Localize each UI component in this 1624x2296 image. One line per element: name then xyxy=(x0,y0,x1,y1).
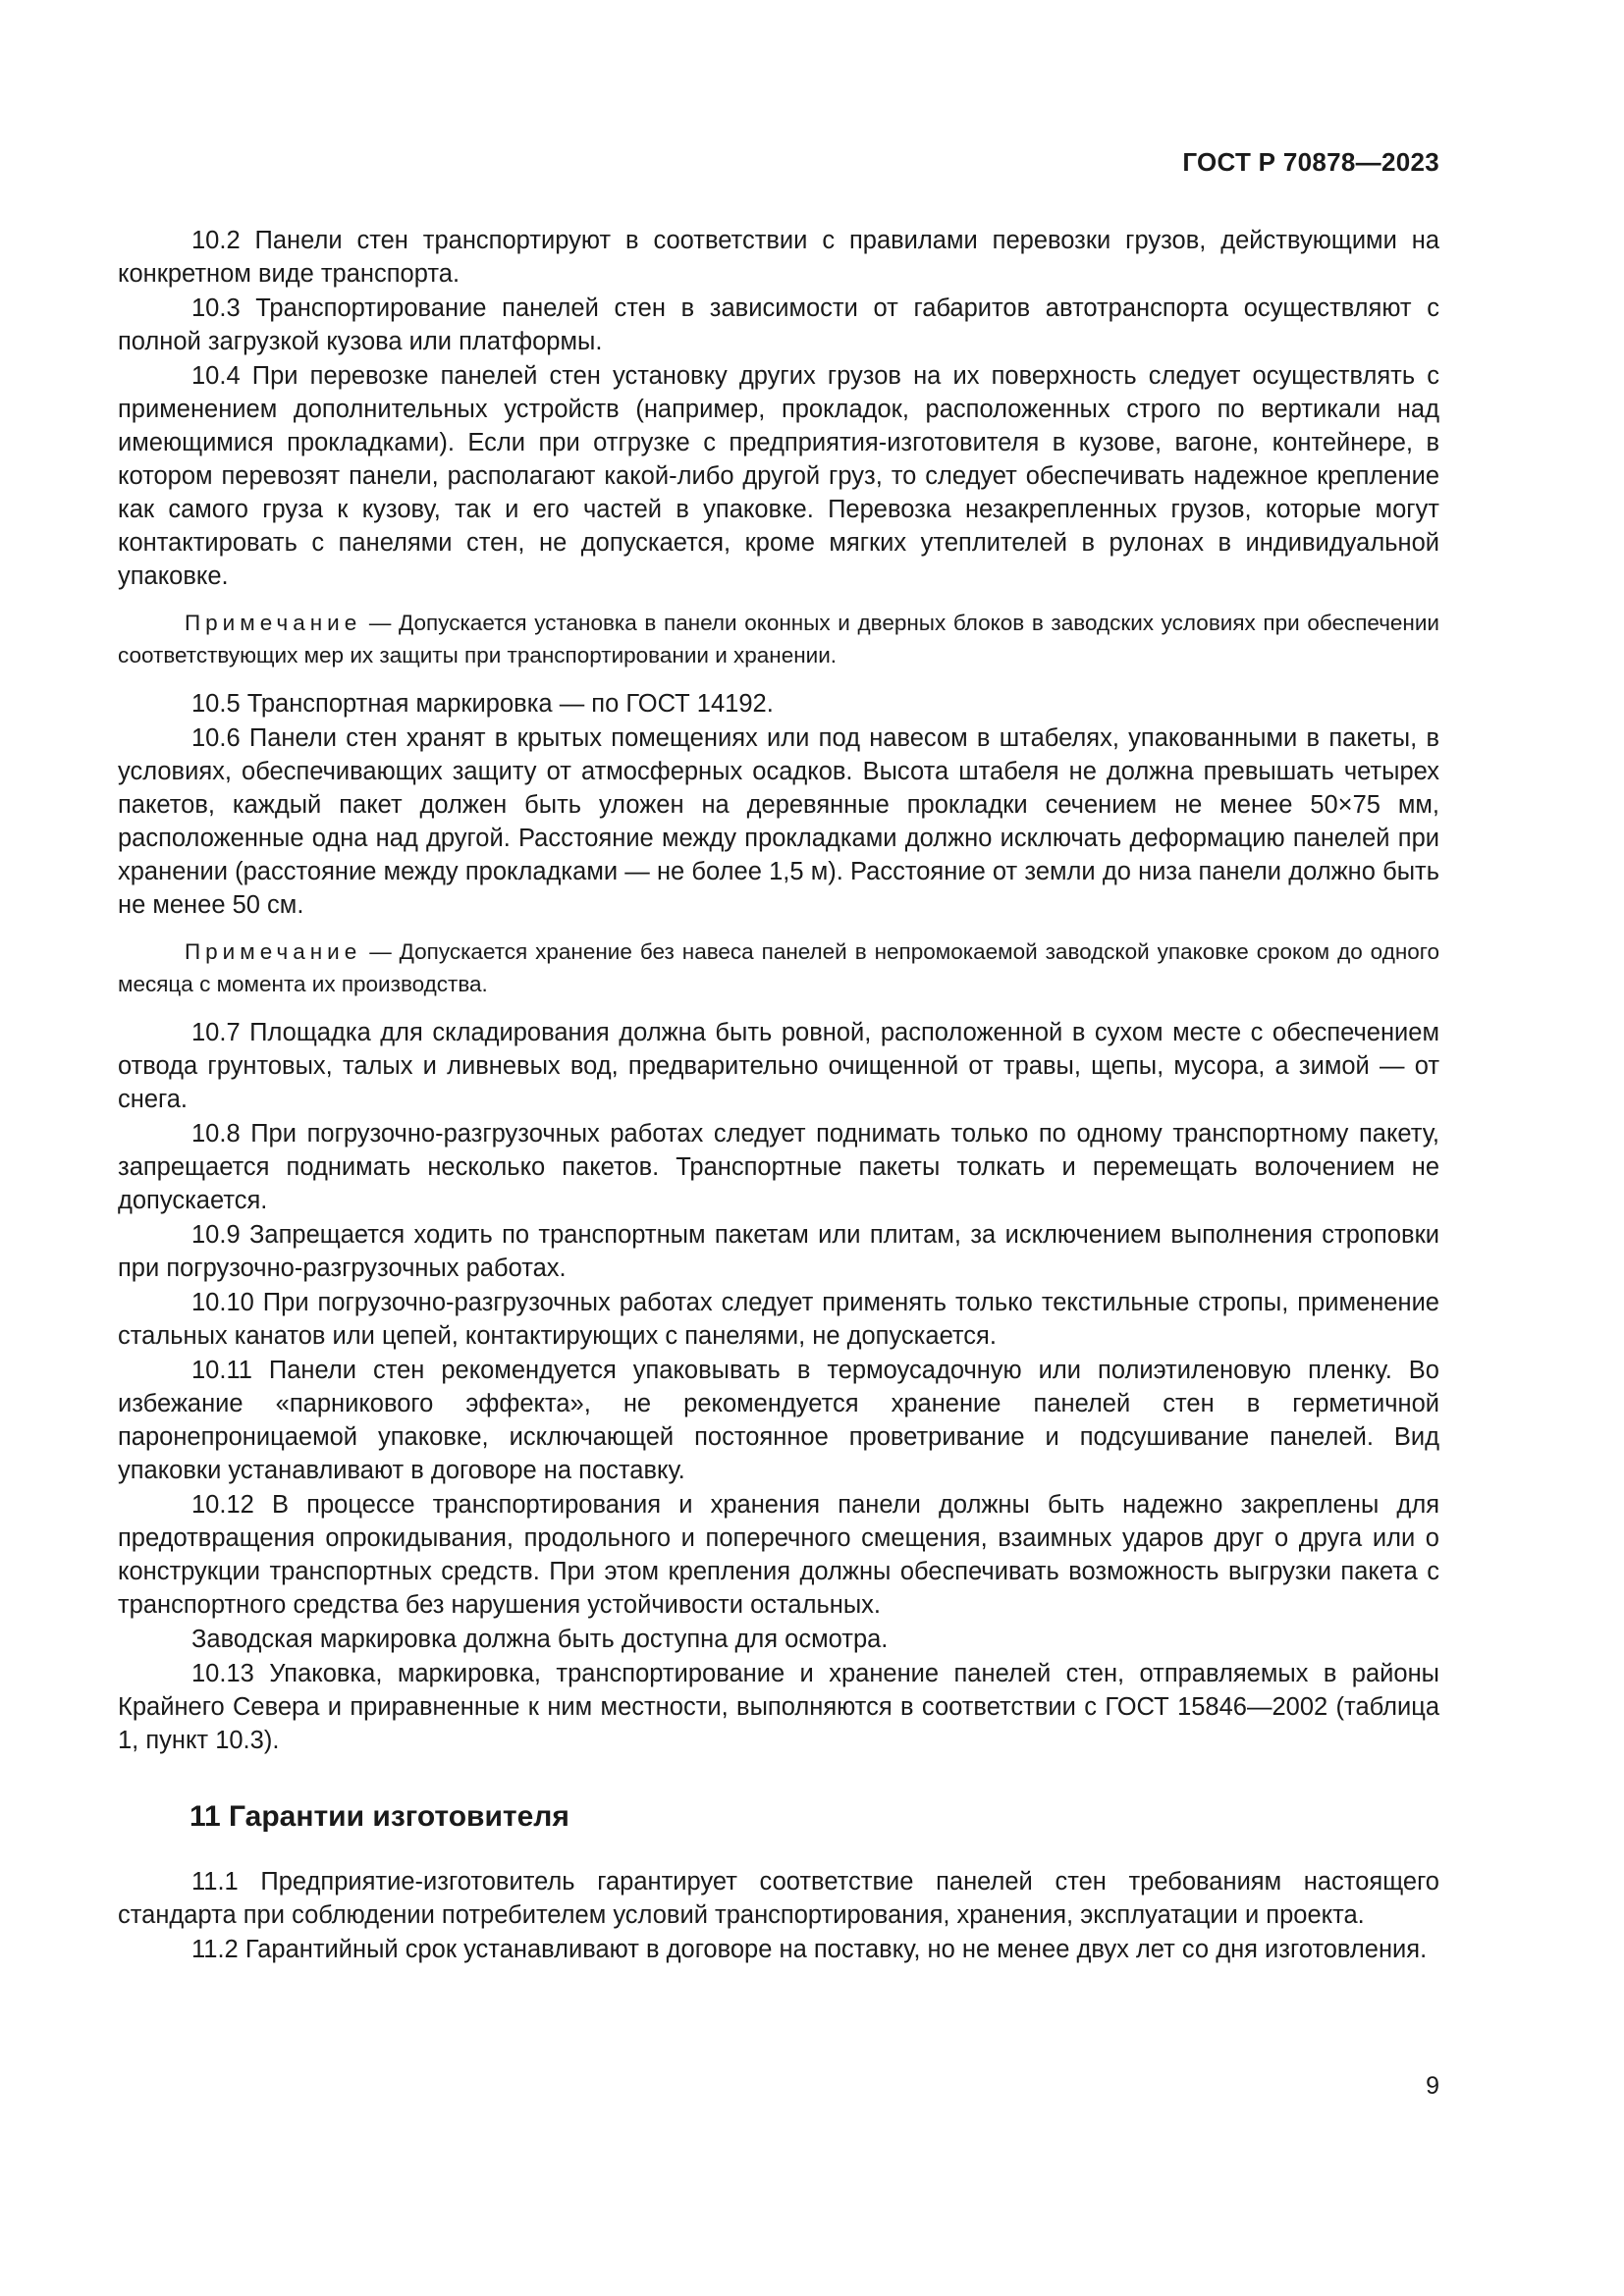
page-content xyxy=(118,224,1439,1967)
note-1-text: — Допускается установка в панели оконных и дверных блоков в заводских условиях при обеспечении соответствующих мер их защиты при транспортировании и хранении. xyxy=(118,611,1439,667)
note-2 xyxy=(118,935,1439,1000)
paragraph-11-1: 11.1 Предприятие-изготовитель гарантирует соответствие панелей стен требованиям настоящего стандарта при соблюдении потребителем условий транспортирования, хранения, эксплуатации и проекта. xyxy=(118,1868,1439,1929)
note-1-label: Примечание xyxy=(185,611,362,635)
paragraph-10-3: 10.3 Транспортирование панелей стен в зависимости от габаритов автотранспорта осуществляют с полной загрузкой кузова или платформы. xyxy=(118,294,1439,355)
paragraph-10-9: 10.9 Запрещается ходить по транспортным пакетам или плитам, за исключением выполнения строповки при погрузочно-разгрузочных работах. xyxy=(118,1221,1439,1282)
paragraph-10-11: 10.11 Панели стен рекомендуется упаковывать в термоусадочную или полиэтиленовую пленку. Во избежание «парникового эффекта», не рекомендуется хранение панелей стен в герметичной паронепроницаемой упаковке, исключающей постоянное проветривание и подсушивание панелей. Вид упаковки устанавливают в договоре на поставку. xyxy=(118,1357,1439,1484)
paragraph-11-2: 11.2 Гарантийный срок устанавливают в договоре на поставку, но не менее двух лет со дня изготовления. xyxy=(191,1936,1428,1963)
paragraph-10-8: 10.8 При погрузочно-разгрузочных работах следует поднимать только по одному транспортному пакету, запрещается поднимать несколько пакетов. Транспортные пакеты толкать и перемещать волочением не допускается. xyxy=(118,1120,1439,1214)
note-2-text: — Допускается хранение без навеса панелей в непромокаемой заводской упаковке сроком до одного месяца с момента их производства. xyxy=(118,939,1439,996)
paragraph-10-4: 10.4 При перевозке панелей стен установку других грузов на их поверхность следует осуществлять с применением дополнительных устройств (например, прокладок, расположенных строго по вертикали над имеющимися прокладками). Если при отгрузке с предприятия-изготовителя в кузове, вагоне, контейнере, в котором перевозят панели, располагают какой-либо другой груз, то следует обеспечивать надежное крепление как самого груза к кузову, так и его частей в упаковке. Перевозка незакрепленных грузов, которые могут контактировать с панелями стен, не допускается, кроме мягких утеплителей в рулонах в индивидуальной упаковке. xyxy=(118,362,1439,590)
section-11-title: 11 Гарантии изготовителя xyxy=(189,1800,569,1833)
document-header: ГОСТ Р 70878—2023 xyxy=(1182,147,1439,177)
note-2-label: Примечание xyxy=(185,939,362,964)
paragraph-marking-note: Заводская маркировка должна быть доступна для осмотра. xyxy=(191,1626,889,1653)
paragraph-10-7: 10.7 Площадка для складирования должна быть ровной, расположенной в сухом месте с обеспечением отвода грунтовых, талых и ливневых вод, предварительно очищенной от травы, щепы, мусора, а зимой — от снега. xyxy=(118,1019,1439,1113)
paragraph-10-13: 10.13 Упаковка, маркировка, транспортирование и хранение панелей стен, отправляемых в районы Крайнего Севера и приравненные к ним местности, выполняются в соответствии с ГОСТ 15846—2002 (таблица 1, пункт 10.3). xyxy=(118,1660,1439,1754)
paragraph-10-6: 10.6 Панели стен хранят в крытых помещениях или под навесом в штабелях, упакованными в пакеты, в условиях, обеспечивающих защиту от атмосферных осадков. Высота штабеля не должна превышать четырех пакетов, каждый пакет должен быть уложен на деревянные прокладки сечением не менее 50×75 мм, расположенные одна над другой. Расстояние между прокладками должно исключать деформацию панелей при хранении (расстояние между прокладками — не более 1,5 м). Расстояние от земли до низа панели должно быть не менее 50 см. xyxy=(118,724,1439,919)
paragraph-10-5: 10.5 Транспортная маркировка — по ГОСТ 14192. xyxy=(191,690,774,718)
page-number: 9 xyxy=(1426,2072,1439,2100)
paragraph-10-12: 10.12 В процессе транспортирования и хранения панели должны быть надежно закреплены для предотвращения опрокидывания, продольного и поперечного смещения, взаимных ударов друг о друга или о конструкции транспортных средств. При этом крепления должны обеспечивать возможность выгрузки пакета с транспортного средства без нарушения устойчивости остальных. xyxy=(118,1491,1439,1619)
paragraph-10-10: 10.10 При погрузочно-разгрузочных работах следует применять только текстильные стропы, применение стальных канатов или цепей, контактирующих с панелями, не допускается. xyxy=(118,1289,1439,1350)
paragraph-10-2: 10.2 Панели стен транспортируют в соответствии с правилами перевозки грузов, действующими на конкретном виде транспорта. xyxy=(118,227,1439,288)
note-1 xyxy=(118,607,1439,671)
